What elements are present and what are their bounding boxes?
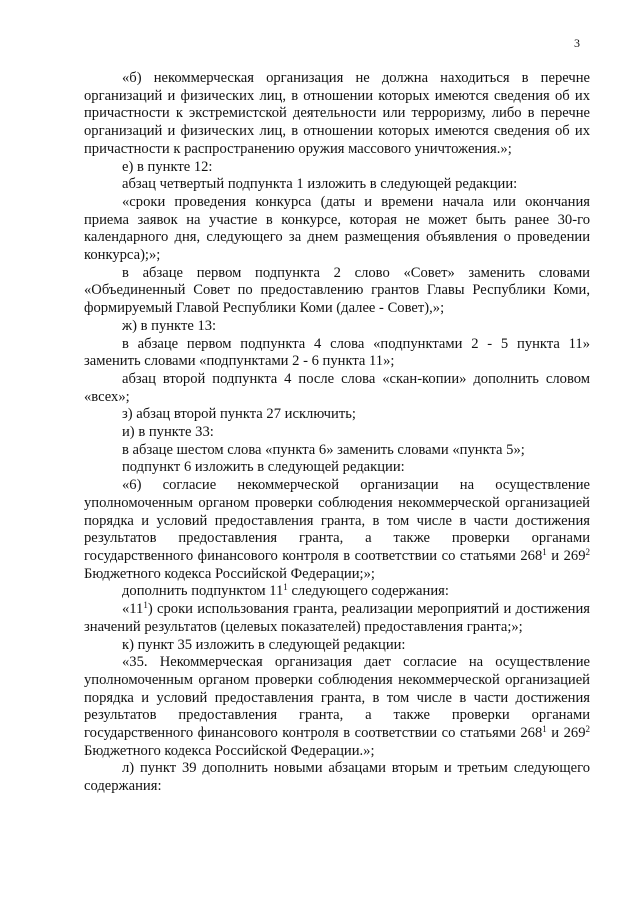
superscript: 1 [542,724,547,735]
text-run: в абзаце первом подпункта 2 слово «Совет» заменить словами «Объединенный Совет по предоставлению грантов Главы Республики Коми, формируемый Главой Республики Коми (далее - Совет),»; [84,264,590,317]
paragraph-p6 [84,318,590,336]
text-run: и) в пункте 33: [122,424,214,441]
text-run: и 269 [546,547,586,564]
paragraph-p16 [84,637,590,655]
text-run: в абзаце первом подпункта 4 слова «подпунктами 2 - 5 пункта 11» заменить словами «подпунктами 2 - 6 пункта 11»; [84,335,590,370]
paragraph-p9 [84,406,590,424]
text-run: подпункт 6 изложить в следующей редакции: [122,459,405,476]
superscript: 2 [585,724,590,735]
paragraph-p17 [84,654,590,760]
text-run: ж) в пункте 13: [122,317,217,334]
paragraph-p7 [84,336,590,371]
superscript: 2 [585,546,590,557]
text-run: Бюджетного кодекса Российской Федерации;»; [84,565,375,582]
text-run: з) абзац второй пункта 27 исключить; [122,406,356,423]
superscript: 1 [283,582,288,593]
text-run: и 269 [546,725,586,742]
page-number: 3 [574,36,580,50]
paragraph-p8 [84,371,590,406]
text-run: дополнить подпунктом 11 [122,583,284,600]
text-run: л) пункт 39 дополнить новыми абзацами вторым и третьим следующего содержания: [84,760,590,795]
paragraph-p4 [84,194,590,265]
superscript: 1 [542,546,547,557]
paragraph-p14 [84,583,590,601]
paragraph-p15 [84,601,590,636]
text-run: в абзаце шестом слова «пункта 6» заменить словами «пункта 5»; [122,441,525,458]
text-run: «б) некоммерческая организация не должна находиться в перечне организаций и физических лиц, в отношении которых имеются сведения об их причастности к экстремистской деятельности или терроризму, либо в перечне организаций и физических лиц, в отношении которых имеются сведения об их причастности к распространению оружия массового уничтожения.»; [84,70,590,157]
text-run: абзац второй подпункта 4 после слова «скан-копии» дополнить словом «всех»; [84,370,590,405]
paragraph-p13 [84,477,590,583]
paragraph-p3 [84,176,590,194]
text-run: «35. Некоммерческая организация дает согласие на осуществление уполномоченным органом проверки соблюдения некоммерческой организацией порядка и условий предоставления гранта, в том числе в части достижения результатов предоставления гранта, а также проверки органами государственного финансового контроля в соответствии со статьями 268 [84,654,590,742]
paragraph-p1 [84,70,590,159]
document-body [84,70,590,796]
text-run: «сроки проведения конкурса (даты и времени начала или окончания приема заявок на участие в конкурсе, которая не может быть ранее 30-го календарного дня, следующего за днем размещения объявления о проведении конкурса);»; [84,193,590,264]
paragraph-p11 [84,442,590,460]
text-run: следующего содержания: [287,583,449,600]
paragraph-p12 [84,459,590,477]
text-run: «6) согласие некоммерческой организации на осуществление уполномоченным органом проверки соблюдения некоммерческой организацией порядка и условий предоставления гранта, в том числе в части достижения результатов предоставления гранта, а также проверки органами государственного финансового контроля в соответствии со статьями 268 [84,477,590,564]
text-run: «11 [122,601,144,618]
text-run: абзац четвертый подпункта 1 изложить в следующей редакции: [122,176,518,193]
text-run: Бюджетного кодекса Российской Федерации.»; [84,742,375,759]
text-run: ) сроки использования гранта, реализации мероприятий и достижения значений результатов (целевых показателей) предоставления гранта;»; [84,601,590,635]
superscript: 1 [143,600,148,611]
text-run: е) в пункте 12: [122,158,213,175]
paragraph-p18 [84,760,590,795]
paragraph-p2 [84,159,590,177]
paragraph-p5 [84,265,590,318]
paragraph-p10 [84,424,590,442]
text-run: к) пункт 35 изложить в следующей редакции: [122,636,406,653]
